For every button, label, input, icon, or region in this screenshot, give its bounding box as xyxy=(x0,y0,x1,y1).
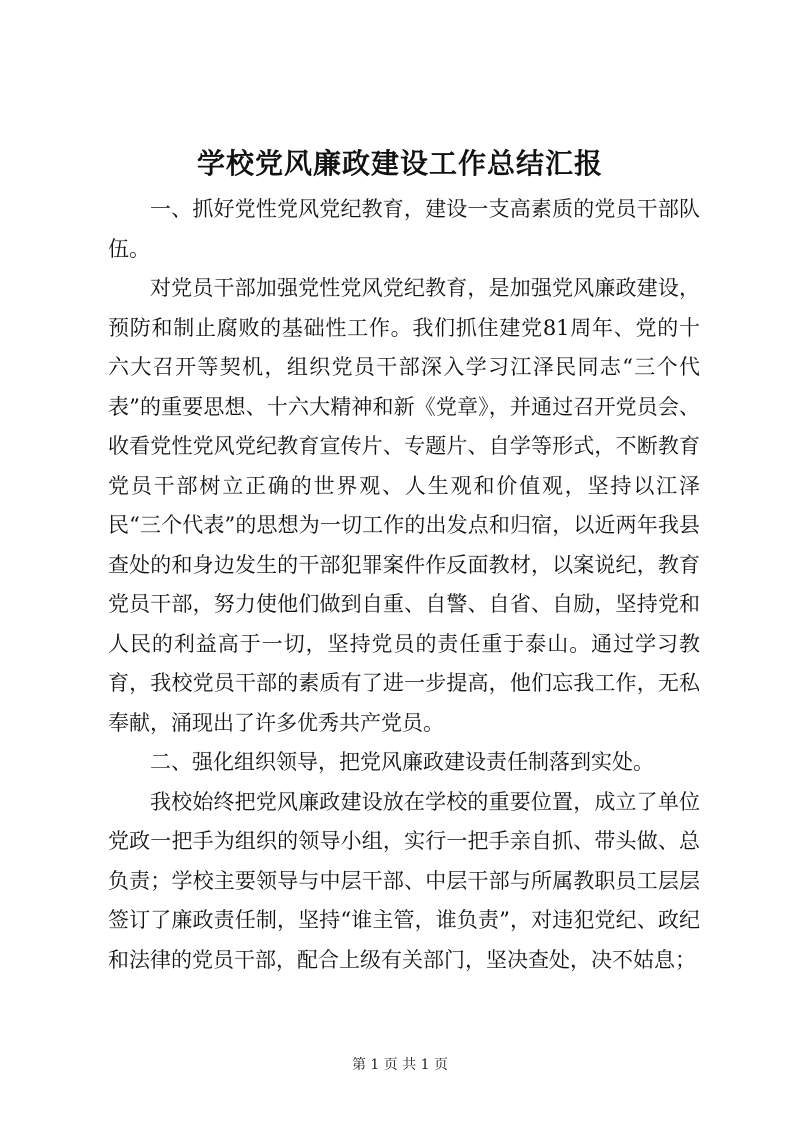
document-body xyxy=(108,190,700,980)
body-paragraph-1: 对党员干部加强党性党风党纪教育，是加强党风廉政建设，预防和制止腐败的基础性工作。我们抓住建党81周年、党的十六大召开等契机，组织党员干部深入学习江泽民同志“三个代表”的重要思想、十六大精神和新《党章》，并通过召开党员会、收看党性党风党纪教育宣传片、专题片、自学等形式，不断教育党员干部树立正确的世界观、人生观和价值观，坚持以江泽民“三个代表”的思想为一切工作的出发点和归宿，以近两年我县查处的和身边发生的干部犯罪案件作反面教材，以案说纪，教育党员干部，努力使他们做到自重、自警、自省、自励，坚持党和人民的利益高于一切，坚持党员的责任重于泰山。通过学习教育，我校党员干部的素质有了进一步提高，他们忘我工作，无私奉献，涌现出了许多优秀共产党员。 xyxy=(108,276,700,735)
section-heading-1: 一、抓好党性党风党纪教育，建设一支高素质的党员干部队伍。 xyxy=(108,197,700,261)
body-paragraph-2: 我校始终把党风廉政建设放在学校的重要位置，成立了单位党政一把手为组织的领导小组，实行一把手亲自抓、带头做、总负责；学校主要领导与中层干部、中层干部与所属教职员工层层签订了廉政责任制，坚持“谁主管，谁负责”，对违犯党纪、政纪和法律的党员干部，配合上级有关部门，坚决查处，决不姑息； xyxy=(108,789,700,972)
section-heading-2: 二、强化组织领导，把党风廉政建设责任制落到实处。 xyxy=(150,750,654,774)
document-title: 学校党风廉政建设工作总结汇报 xyxy=(196,147,603,180)
page-number-footer: 第 1 页 共 1 页 xyxy=(351,1057,449,1073)
